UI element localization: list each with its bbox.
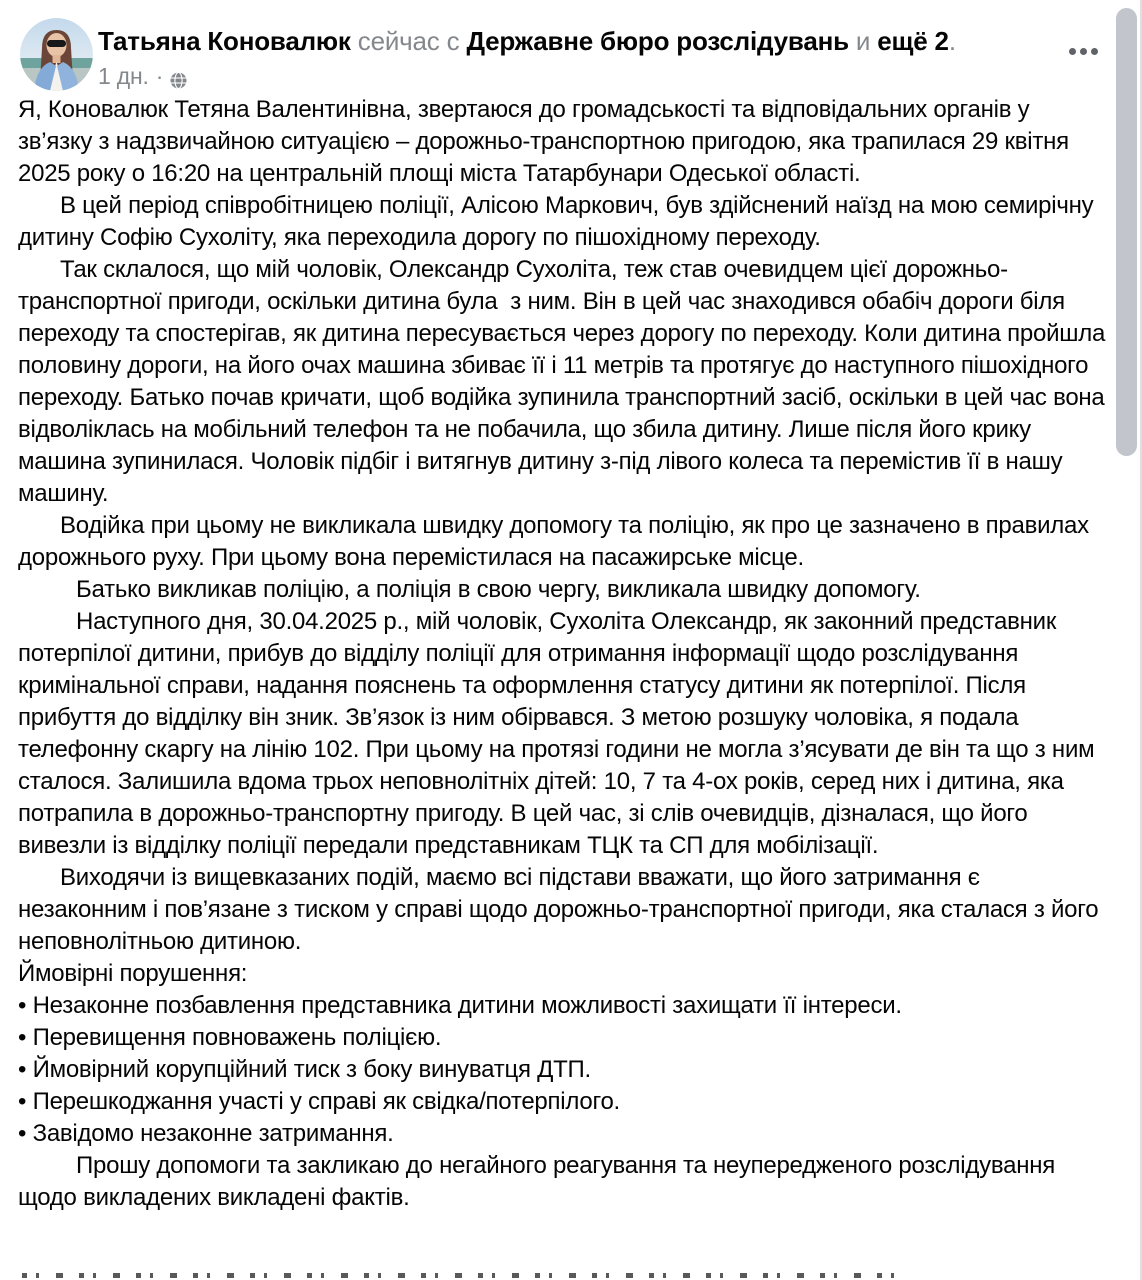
violation-list-item: • Перешкоджання участі у справі як свідка/потерпілого. bbox=[18, 1088, 620, 1115]
closing-paragraph: Прошу допомоги та закликаю до негайного реагування та неупередженого розслідування щодо викладених викладені фактів. bbox=[18, 1152, 1062, 1211]
post-paragraph: Я, Коновалюк Тетяна Валентинівна, звертаюся до громадськості та відповідальних органів у зв’язку з надзвичайною ситуацією – дорожньо-транспортною пригодою, яка трапилася 29 квітня 2025 року о 16:20 на центральній площі міста Татарбунари Одеської області. bbox=[18, 96, 1076, 187]
author-name[interactable]: Татьяна Коновалюк bbox=[98, 26, 351, 56]
ellipsis-icon bbox=[1069, 48, 1076, 55]
byline-joiner: сейчас с bbox=[357, 26, 460, 56]
post-paragraph: Наступного дня, 30.04.2025 р., мій чоловік, Сухоліта Олександр, як законний представник потерпілої дитини, прибув до відділу поліції для отримання інформації щодо розслідування кримінальної справи, надання пояснень та оформлення статусу дитини як потерпілої. Після прибуття до відділку він зник. Зв’язок із ним обірвався. З метою розшуку чоловіка, я подала телефонну скаргу на лінію 102. При цьому на протязі години не могла з’ясувати де він та що з ним сталося. Залишила вдома трьох неповнолітніх дітей: 10, 7 та 4-ох років, серед них і дитина, яка потрапила в дорожньо-транспортну пригоду. В цей час, зі слів очевидців, дізналася, що його вивезли із відділку поліції передали представникам ТЦК та СП для мобілізації. bbox=[18, 608, 1101, 859]
post-header bbox=[0, 0, 1142, 96]
post-meta bbox=[98, 63, 1072, 90]
post-paragraph: Водійка при цьому не викликала швидку допомогу та поліцію, як про це зазначено в правилах дорожнього руху. При цьому вона перемістилася на пасажирське місце. bbox=[18, 512, 1096, 571]
violation-list-item: • Перевищення повноважень поліцією. bbox=[18, 1024, 442, 1051]
avatar-photo bbox=[20, 18, 93, 91]
violation-list-item: • Ймовірний корупційний тиск з боку винуватця ДТП. bbox=[18, 1056, 591, 1083]
globe-icon bbox=[170, 68, 187, 85]
scrollbar-thumb[interactable] bbox=[1116, 8, 1137, 456]
post-body bbox=[18, 94, 1112, 1214]
tagged-page-link[interactable]: Державне бюро розслідувань bbox=[466, 26, 849, 56]
post-paragraph: В цей період співробітницею поліції, Алісою Маркович, був здійснений наїзд на мою семирічну дитину Софію Сухоліту, яка переходила дорогу по пішохідному переходу. bbox=[18, 192, 1100, 251]
ellipsis-icon bbox=[1091, 48, 1098, 55]
header-text bbox=[98, 25, 1072, 90]
post-byline bbox=[98, 25, 1072, 58]
byline-and: и bbox=[855, 26, 871, 56]
ellipsis-icon bbox=[1080, 48, 1087, 55]
more-pages-link[interactable]: ещё 2 bbox=[877, 26, 949, 56]
byline-period: . bbox=[948, 26, 956, 56]
meta-separator: · bbox=[155, 63, 164, 89]
avatar[interactable] bbox=[20, 18, 93, 91]
post-paragraph: Так склалося, що мій чоловік, Олександр Сухоліта, теж став очевидцем цієї дорожньо-транспортної пригоди, оскільки дитина була з ним. Він в цей час знаходився обабіч дороги біля переходу та спостерігав, як дитина пересувається через дорогу по переходу. Коли дитина пройшла половину дороги, на його очах машина збиває її і 11 метрів та протягує до наступного пішохідного переходу. Батько почав кричати, щоб водійка зупинила транспортний засіб, оскільки в цей час вона відволіклась на мобільний телефон та не побачила, що збила дитину. Лише після його крику машина зупинилася. Чоловік підбіг і витягнув дитину з-під лівого колеса та перемістив її в нашу машину. bbox=[18, 256, 1112, 507]
post-menu-button[interactable] bbox=[1063, 42, 1104, 61]
timestamp[interactable]: 1 дн. bbox=[98, 63, 149, 89]
violation-list-item: • Незаконне позбавлення представника дитини можливості захищати її інтереси. bbox=[18, 992, 902, 1019]
violations-heading: Ймовірні порушення: bbox=[18, 960, 248, 987]
post-paragraph: Батько викликав поліцію, а поліція в свою чергу, викликала швидку допомогу. bbox=[76, 576, 921, 603]
violation-list-item: • Завідомо незаконне затримання. bbox=[18, 1120, 394, 1147]
cutoff-text-line bbox=[22, 1273, 902, 1278]
post-paragraph: Виходячи із вищевказаних подій, маємо всі підстави вважати, що його затримання є незаконним і пов’язане з тиском у справі щодо дорожньо-транспортної пригоди, яка сталася з його неповнолітньою дитиною. bbox=[18, 864, 1105, 955]
